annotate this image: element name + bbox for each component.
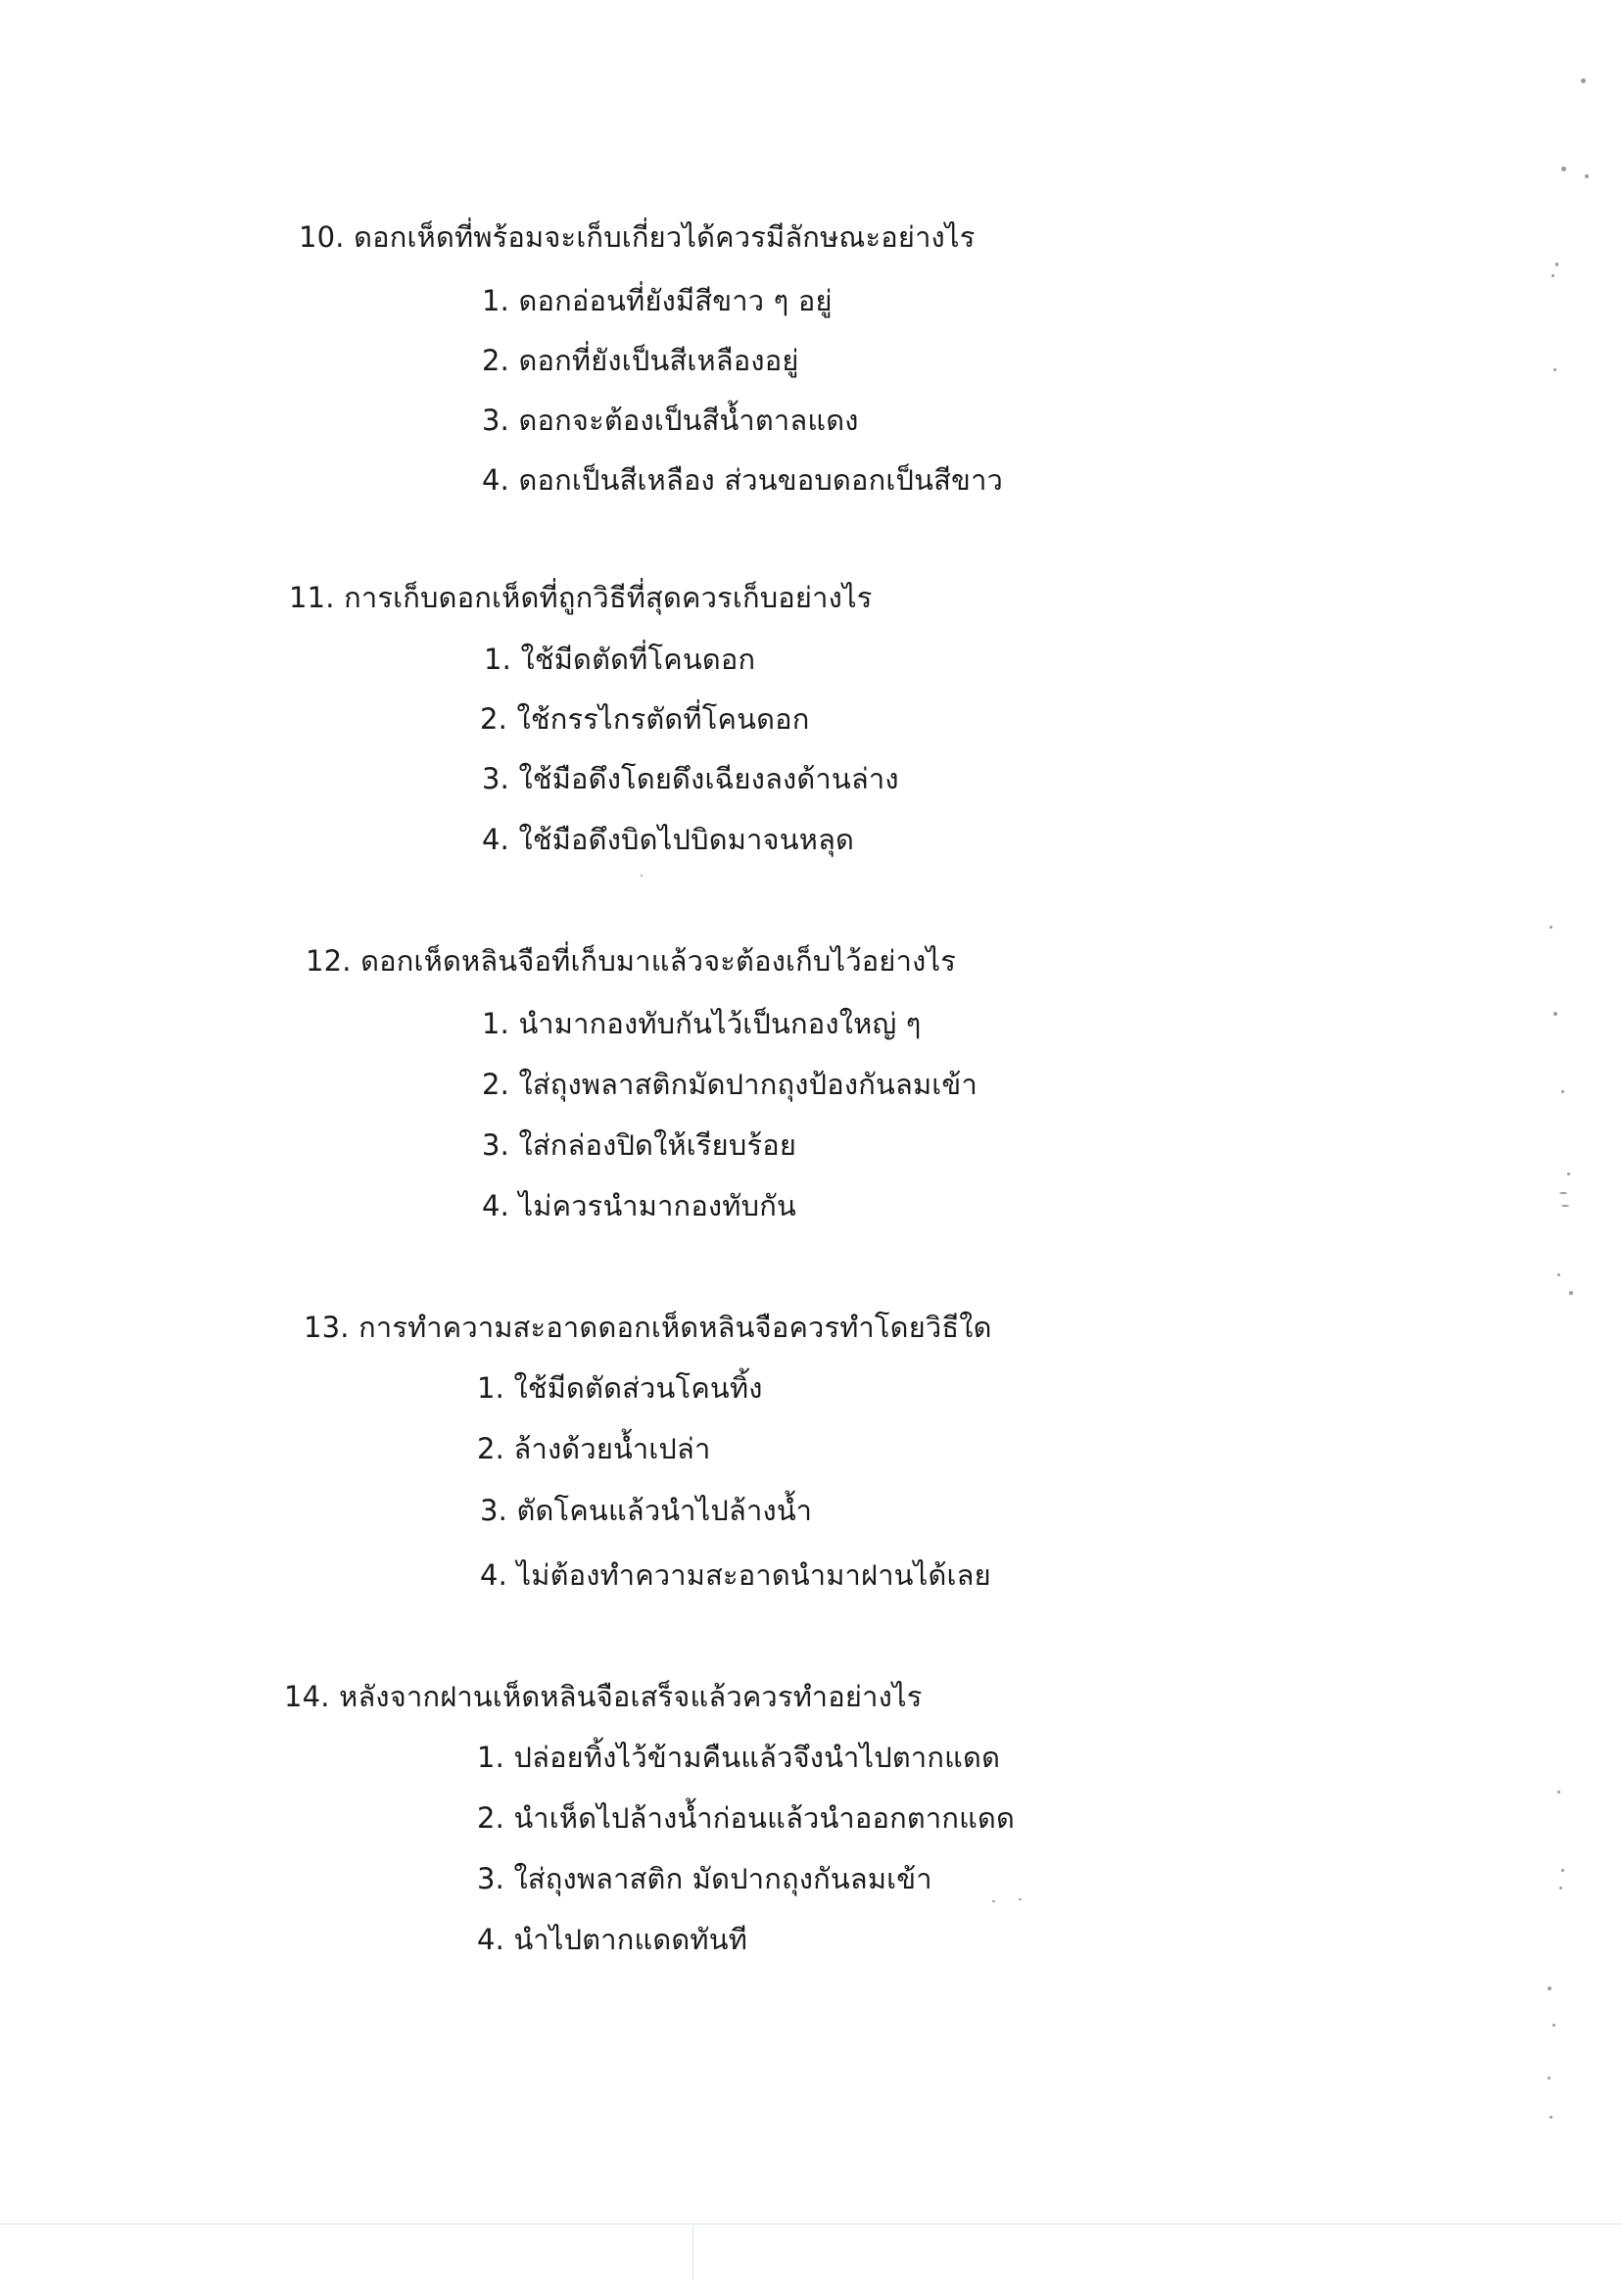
question-10: 10. ดอกเห็ดที่พร้อมจะเก็บเกี่ยวได้ควรมีลักษณะอย่างไร [299,220,976,254]
scan-speck [992,1900,995,1902]
scan-speck [1555,263,1558,266]
scan-speck [1557,1791,1560,1794]
question-14-choice-3: 3. ใส่ถุงพลาสติก มัดปากถุงกันลมเข้า [477,1862,932,1895]
question-10-choice-2: 2. ดอกที่ยังเป็นสีเหลืองอยู่ [482,344,799,377]
scan-speck [1559,1887,1562,1889]
scan-speck [1550,2116,1552,2119]
scan-speck [1567,1172,1570,1175]
question-11-choice-4: 4. ใช้มือดึงบิดไปบิดมาจนหลุด [482,823,855,856]
question-12: 12. ดอกเห็ดหลินจือที่เก็บมาแล้วจะต้องเก็บไว้อย่างไร [306,944,957,978]
scan-speck [1548,2077,1550,2080]
scan-speck [1561,1869,1564,1872]
scan-speck [1550,926,1552,929]
scan-speck [1553,1012,1557,1016]
scan-speck [1559,1192,1567,1194]
scan-speck [1569,1291,1573,1295]
question-14-choice-2: 2. นำเห็ดไปล้างน้ำก่อนแล้วนำออกตากแดด [477,1801,1016,1835]
scan-speck [1561,1090,1564,1093]
question-13-choice-1: 1. ใช้มีดตัดส่วนโคนทิ้ง [477,1371,763,1405]
scan-speck [1548,1986,1551,1990]
question-10-choice-3: 3. ดอกจะต้องเป็นสีน้ำตาลแดง [482,404,859,437]
scan-speck [1551,274,1554,277]
question-10-choice-1: 1. ดอกอ่อนที่ยังมีสีขาว ๆ อยู่ [482,284,833,317]
question-13-choice-4: 4. ไม่ต้องทำความสะอาดนำมาฝานได้เลย [480,1558,991,1592]
question-11: 11. การเก็บดอกเห็ดที่ถูกวิธีที่สุดควรเก็บอย่างไร [289,581,873,614]
question-10-choice-4: 4. ดอกเป็นสีเหลือง ส่วนขอบดอกเป็นสีขาว [482,463,1004,497]
scan-speck [1581,78,1586,83]
scan-speck [1585,174,1589,178]
question-11-choice-1: 1. ใช้มีดตัดที่โคนดอก [484,643,756,676]
question-13-choice-2: 2. ล้างด้วยน้ำเปล่า [477,1432,711,1465]
scan-speck [1019,1898,1022,1900]
scan-speck [641,875,643,877]
question-14: 14. หลังจากฝานเห็ดหลินจือเสร็จแล้วควรทำอย่างไร [284,1680,923,1713]
question-13: 13. การทำความสะอาดดอกเห็ดหลินจือควรทำโดยวิธีใด [304,1311,992,1344]
scan-speck [1561,167,1566,171]
question-11-choice-2: 2. ใช้กรรไกรตัดที่โคนดอก [480,702,810,736]
scan-speck [1552,2024,1555,2027]
question-12-choice-3: 3. ใส่กล่องปิดให้เรียบร้อย [482,1128,797,1162]
question-12-choice-4: 4. ไม่ควรนำมากองทับกัน [482,1189,796,1222]
page-bottom-tick [692,2225,693,2280]
question-14-choice-4: 4. นำไปตากแดดทันที [477,1923,748,1956]
scan-speck [1557,1273,1560,1276]
question-12-choice-2: 2. ใส่ถุงพลาสติกมัดปากถุงป้องกันลมเข้า [482,1068,978,1101]
scan-speck [1561,1205,1569,1207]
question-11-choice-3: 3. ใช้มือดึงโดยดึงเฉียงลงด้านล่าง [482,762,899,795]
question-14-choice-1: 1. ปล่อยทิ้งไว้ข้ามคืนแล้วจึงนำไปตากแดด [477,1741,1001,1774]
question-12-choice-1: 1. นำมากองทับกันไว้เป็นกองใหญ่ ๆ [482,1007,922,1040]
question-13-choice-3: 3. ตัดโคนแล้วนำไปล้างน้ำ [480,1494,813,1527]
scan-speck [1553,368,1556,371]
